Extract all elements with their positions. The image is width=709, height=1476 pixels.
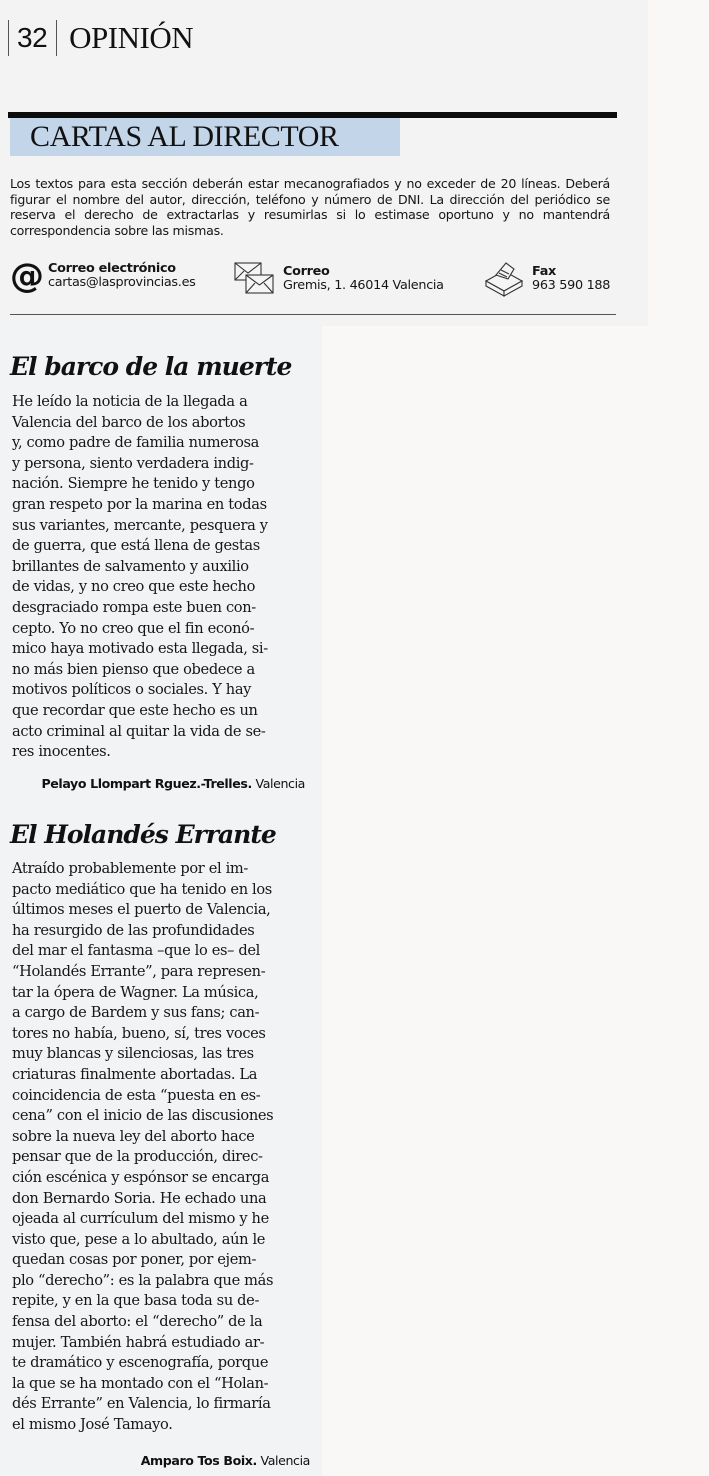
text-line: “Holandés Errante”, para represen- xyxy=(12,962,266,980)
postal-address: Gremis, 1. 46014 Valencia xyxy=(283,278,444,293)
text-line: del mar el fantasma –que lo es– del xyxy=(12,942,260,960)
text-line: nación. Siempre he tenido y tengo xyxy=(12,475,255,493)
fax-number: 963 590 188 xyxy=(532,278,611,293)
text-line: ha resurgido de las profundidades xyxy=(12,921,255,939)
fax-machine-icon xyxy=(484,261,524,297)
envelopes-icon xyxy=(233,261,275,297)
letter-signature xyxy=(10,1453,310,1468)
text-line: a cargo de Bardem y sus fans; can- xyxy=(12,1004,260,1022)
text-line: y persona, siento verdadera indig- xyxy=(12,454,254,472)
letter-signature xyxy=(5,776,305,791)
text-line: sus variantes, mercante, pesquera y xyxy=(12,516,268,534)
contact-label: Fax xyxy=(532,264,556,279)
text-line: coincidencia de esta “puesta en es- xyxy=(12,1086,261,1104)
text-line: cena” con el inicio de las discusiones xyxy=(12,1107,274,1125)
text-line: mico haya motivado esta llegada, si- xyxy=(12,640,268,658)
text-line: muy blancas y silenciosas, las tres xyxy=(12,1045,254,1063)
thin-rule xyxy=(10,314,616,315)
text-line: dés Errante” en Valencia, lo firmaría xyxy=(12,1395,271,1413)
text-line: plo “derecho”: es la palabra que más xyxy=(12,1271,274,1289)
letter-headline: El barco de la muerte xyxy=(10,352,292,381)
text-line: cepto. Yo no creo que el fin econó- xyxy=(12,619,255,637)
letter-headline: El Holandés Errante xyxy=(10,820,276,849)
section-title: OPINIÓN xyxy=(69,20,194,55)
text-line: no más bien pienso que obedece a xyxy=(12,660,255,678)
text-line: de vidas, y no creo que este hecho xyxy=(12,578,256,596)
text-line: He leído la noticia de la llegada a xyxy=(12,393,248,410)
text-line: la que se ha montado con el “Holan- xyxy=(12,1374,269,1392)
text-line: desgraciado rompa este buen con- xyxy=(12,598,256,616)
contact-mail xyxy=(233,261,444,297)
text-line: y, como padre de familia numerosa xyxy=(12,434,260,452)
text-line: pensar que de la producción, direc- xyxy=(12,1148,263,1166)
band-title: CARTAS AL DIRECTOR xyxy=(30,120,339,153)
text-line: motivos políticos o sociales. Y hay xyxy=(12,681,252,699)
author-city: Valencia xyxy=(260,1453,310,1468)
text-line: criaturas finalmente abortadas. La xyxy=(12,1065,258,1083)
text-line: visto que, pese a lo abultado, aún le xyxy=(12,1230,266,1248)
text-line: res inocentes. xyxy=(12,743,111,761)
author-city: Valencia xyxy=(255,776,305,791)
intro-text: Los textos para esta sección deberán estar mecanografiados y no exceder de 20 líneas. Deberá figurar el nombre del autor, dirección, teléfono y número de DNI. La dirección del periódico se reserva el derecho de extractarlas y resumirlas si lo estimase oportuno y no mantendrá correspondencia sobre las mismas. xyxy=(10,176,610,239)
text-line: de guerra, que está llena de gestas xyxy=(12,537,260,555)
text-line: el mismo José Tamayo. xyxy=(12,1416,173,1434)
text-line: Atraído probablemente por el im- xyxy=(12,860,248,877)
text-line: repite, y en la que basa toda su de- xyxy=(12,1292,260,1310)
text-line: te dramático y escenografía, porque xyxy=(12,1354,269,1372)
text-line: ojeada al currículum del mismo y he xyxy=(12,1210,269,1228)
text-line: fensa del aborto: el “derecho” de la xyxy=(12,1313,263,1331)
contact-email xyxy=(10,256,196,296)
text-line: sobre la nueva ley del aborto hace xyxy=(12,1127,255,1145)
contact-label: Correo xyxy=(283,264,330,279)
text-line: acto criminal al quitar la vida de se- xyxy=(12,722,266,740)
author-name: Amparo Tos Boix. xyxy=(140,1453,257,1468)
text-line: pacto mediático que ha tenido en los xyxy=(12,880,272,898)
text-line: que recordar que este hecho es un xyxy=(12,701,258,719)
page-header xyxy=(8,17,193,59)
contact-label: Correo electrónico xyxy=(48,261,176,276)
text-line: tar la ópera de Wagner. La música, xyxy=(12,983,259,1001)
divider xyxy=(8,20,9,56)
text-line: tores no había, bueno, sí, tres voces xyxy=(12,1024,266,1042)
contact-fax xyxy=(484,261,610,297)
letter-body xyxy=(12,392,307,763)
text-line: mujer. También habrá estudiado ar- xyxy=(12,1333,265,1351)
text-line: gran respeto por la marina en todas xyxy=(12,495,267,513)
page-number: 32 xyxy=(17,22,48,53)
letter-body xyxy=(12,859,307,1436)
text-line: don Bernardo Soria. He echado una xyxy=(12,1189,267,1207)
divider xyxy=(56,20,57,56)
author-name: Pelayo Llompart Rguez.-Trelles. xyxy=(41,776,252,791)
text-line: Valencia del barco de los abortos xyxy=(12,413,246,431)
text-line: últimos meses el puerto de Valencia, xyxy=(12,901,271,919)
text-line: ción escénica y espónsor se encarga xyxy=(12,1168,270,1186)
at-icon: @ xyxy=(10,256,44,296)
email-address[interactable]: cartas@lasprovincias.es xyxy=(48,275,196,290)
text-line: quedan cosas por poner, por ejem- xyxy=(12,1251,257,1269)
text-line: brillantes de salvamento y auxilio xyxy=(12,557,249,575)
